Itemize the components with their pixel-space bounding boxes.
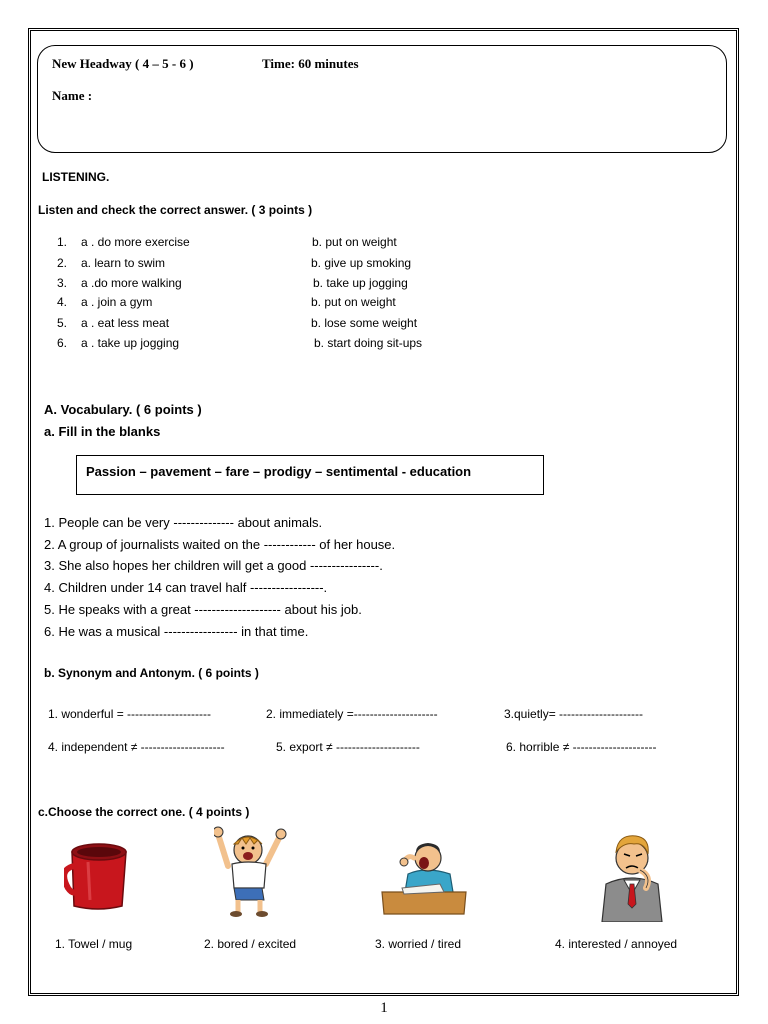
course-title: New Headway ( 4 – 5 - 6 ) [52,56,194,71]
listening-num: 5. [57,316,68,330]
listening-title: LISTENING. [42,170,110,184]
fill-blank-sentence: 6. He was a musical ----------------- in that time. [44,624,309,639]
listening-num: 4. [57,295,68,309]
time-label: Time: 60 minutes [262,56,359,71]
antonym-item: 4. independent ≠ --------------------- [48,740,225,754]
fill-blank-sentence: 2. A group of journalists waited on the ------------ of her house. [44,537,396,552]
word-bank-box [76,455,544,495]
listening-option-a: a . do more exercise [81,235,190,249]
listening-option-a: a . join a gym [81,295,153,309]
vocabulary-title: A. Vocabulary. ( 6 points ) [44,402,202,417]
listening-option-b: b. take up jogging [313,276,408,290]
listening-num: 1. [57,235,68,249]
synonym-item: 1. wonderful = --------------------- [48,707,211,721]
listening-instruction: Listen and check the correct answer. ( 3 points ) [38,203,313,217]
synonym-item: 2. immediately =--------------------- [266,707,438,721]
antonym-item: 5. export ≠ --------------------- [276,740,420,754]
choose-option: 2. bored / excited [204,937,297,951]
listening-option-b: b. lose some weight [311,316,418,330]
listening-num: 6. [57,336,68,350]
fill-blank-sentence: 5. He speaks with a great -------------------- about his job. [44,602,362,617]
listening-option-a: a .do more walking [81,276,182,290]
listening-option-a: a. learn to swim [81,256,166,270]
excited-boy-image [214,826,288,918]
antonym-item: 6. horrible ≠ --------------------- [506,740,657,754]
vocabulary-subtitle: a. Fill in the blanks [44,424,161,439]
fill-blank-sentence: 3. She also hopes her children will get a good ----------------. [44,558,383,573]
listening-num: 2. [57,256,68,270]
word-bank: Passion – pavement – fare – prodigy – sentimental - education [86,464,472,479]
annoyed-man-image [594,828,670,922]
choose-option: 3. worried / tired [375,937,462,951]
synonym-item: 3.quietly= --------------------- [504,707,643,721]
synonym-title: b. Synonym and Antonym. ( 6 points ) [44,666,259,680]
listening-num: 3. [57,276,68,290]
choose-title: c.Choose the correct one. ( 4 points ) [38,805,250,819]
listening-option-b: b. give up smoking [311,256,412,270]
fill-blank-sentence: 1. People can be very -------------- about animals. [44,515,323,530]
listening-option-b: b. start doing sit-ups [314,336,423,350]
fill-blank-sentence: 4. Children under 14 can travel half -----------------. [44,580,328,595]
page-number: 1 [380,1000,388,1016]
listening-option-b: b. put on weight [311,295,396,309]
tired-man-image [380,826,470,916]
listening-option-a: a . eat less meat [81,316,170,330]
choose-option: 1. Towel / mug [55,937,133,951]
choose-option: 4. interested / annoyed [555,937,678,951]
name-label: Name : [52,88,93,103]
listening-option-b: b. put on weight [312,235,397,249]
mug-image [64,838,142,912]
listening-option-a: a . take up jogging [81,336,180,350]
